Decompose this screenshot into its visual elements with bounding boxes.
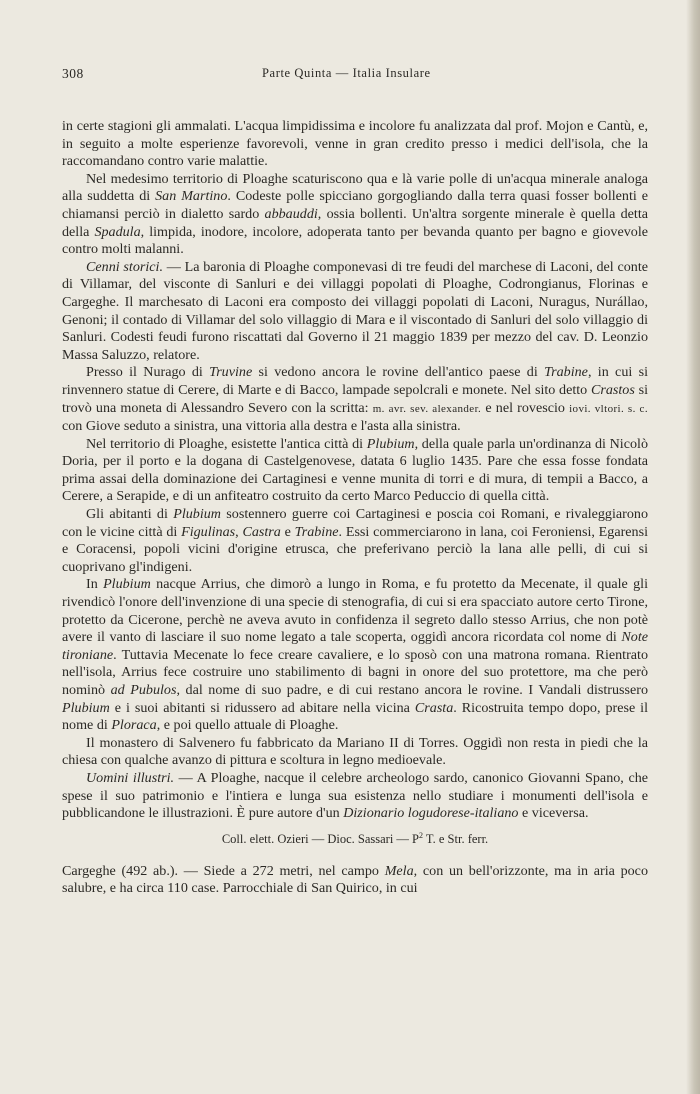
section-heading: Uomini illustri.	[86, 769, 175, 786]
paragraph: In Plubium nacque Arrius, che dimorò a lungo in Roma, e fu protetto da Mecenate, il quale gli rivendicò l'onore dell'invenzione di una specie di stenografia, di cui si era spacciato autore certo Tirone, protetto da Cicerone, perchè ne aveva avuto in confidenza il segreto dallo stesso Arrius, che non potè avere il vanto di lasciare il suo nome legato a tale scoperta, oggidì ancora ricordata col nome di Note tironiane. Tuttavia Mecenate lo fece creare cavaliere, e lo sposò con una matrona romana. Rientrato nell'isola, Arrius fece costruire uno stabilimento di bagni in onore del suo protettore, ma che però nominò ad Pubulos, dal nome di suo padre, e di cui restano ancora le rovine. I Vandali distrussero Plubium e i suoi abitanti si ridussero ad abitare nella vicina Crasta. Ricostruita tempo dopo, prese il nome di Ploraca, e poi quello attuale di Ploaghe.	[62, 576, 648, 734]
paragraph: Nel medesimo territorio di Ploaghe scaturiscono qua e là varie polle di un'acqua minerale analoga alla suddetta di San Martino. Codeste polle spicciano gorgogliando dalla terra quasi fosser bollenti e chiamansi perciò in dialetto sardo abbauddi, ossia bollenti. Un'altra sorgente minerale è quella detta della Spadula, limpida, inodore, incolore, adoperata tanto per bevanda quanto per bagno e giovevole contro molti malanni.	[62, 170, 649, 258]
paragraph: Gli abitanti di Plubium sostennero guerre coi Cartaginesi e poscia coi Romani, e rivaleggiarono con le vicine città di Figulinas, Castra e Trabine. Essi commerciarono in lana, coi Feroniensi, Egarensi e Coracensi, popoli vicini d'origine etrusca, che preferivano perciò la lana alle pelli, di cui si cuoprivano gl'indigeni.	[62, 506, 648, 575]
body-text	[62, 118, 648, 898]
page-header	[62, 66, 648, 86]
page-number: 308	[62, 66, 84, 81]
coin-inscription: m. avr. sev. alexander.	[372, 402, 482, 415]
paragraph: Il monastero di Salvenero fu fabbricato da Mariano II di Torres. Oggidì non resta in piedi che la chiesa con qualche avanzo di pittura e scoltura in legno medioevale.	[62, 734, 648, 769]
town-entry-cargeghe: Cargeghe (492 ab.). — Siede a 272 metri, nel campo Mela, con un bell'orizzonte, ma in aria poco salubre, e ha circa 110 case. Parrocchiale di San Quirico, in cui	[62, 862, 648, 897]
paragraph: Nel territorio di Ploaghe, esistette l'antica città di Plubium, della quale parla un'ordinanza di Nicolò Doria, per il porto e la dogana di Castelgenovese, datata 6 luglio 1435. Pare che essa fosse fondata prima assai della dominazione dei Cartaginesi e venne munita di torri e di mura, di tempii a Bacco, a Cerere, a Serapide, e di un anfiteatro costruito da certo Marco Peduccio di quella città.	[62, 435, 648, 505]
coin-inscription: iovi. vltori. s. c.	[569, 402, 648, 415]
section-heading: Cenni storici.	[86, 258, 163, 275]
paragraph-uomini-illustri: Uomini illustri. — A Ploaghe, nacque il celebre archeologo sardo, canonico Giovanni Spano, che spese il suo patrimonio e l'intiera e lunga sua esistenza nello studiare i monumenti dell'isola e pubblicandone le illustrazioni. È pure autore d'un Dizionario logudorese-italiano e viceversa.	[62, 769, 648, 822]
paragraph: Presso il Nurago di Truvine si vedono ancora le rovine dell'antico paese di Trabine, in cui si rinvennero statue di Cerere, di Marte e di Bacco, lampade sepolcrali e monete. Nel sito detto Crastos si trovò una moneta di Alessandro Severo con la scritta: m. avr. sev. alexander. e nel rovescio iovi. vltori. s. c. con Giove seduto a sinistra, una vittoria alla destra e l'asta alla sinistra.	[62, 364, 648, 435]
running-head: Parte Quinta — Italia Insulare	[262, 66, 431, 80]
administrative-info-line: Coll. elett. Ozieri — Dioc. Sassari — $P^2$ T. e Str. ferr.	[221, 830, 489, 846]
paragraph-cenni-storici: Cenni storici. — La baronia di Ploaghe componevasi di tre feudi del marchese di Laconi, del conte di Villamar, del visconte di Sanluri e dei villaggi popolati di Ploaghe, Codrongianus, Florinas e Cargeghe. Il marchesato di Laconi era composto dei villaggi popolati di Laconi, Nuragus, Nurállao, Genoni; il contado di Villamar del solo villaggio di Mara e il viscontado di Sanluri del solo villaggio di Sanluri. Codesti feudi furono riscattati dal Governo il 21 maggio 1839 per mezzo del cav. D. Leonzio Massa Saluzzo, relatore.	[62, 258, 649, 363]
paragraph: in certe stagioni gli ammalati. L'acqua limpidissima e incolore fu analizzata dal prof. Mojon e Cantù, e, in seguito a molte esperienze favorevoli, venne in gran credito presso i medici dell'isola, che la raccomandano contro varie malattie.	[62, 118, 648, 170]
page-edge-shadow	[686, 0, 700, 1094]
